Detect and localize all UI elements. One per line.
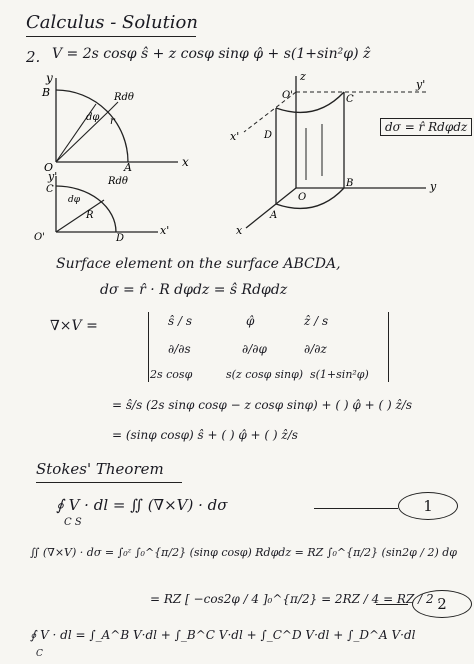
curl-result-2: = (sinφ cosφ) ŝ + ( ) φ̂ + ( ) ẑ/s (112, 428, 298, 442)
fig3-z-label: z (300, 70, 306, 83)
fig3-x1-label: x' (230, 130, 240, 143)
surface-heading: Surface element on the surface ABCDA, (56, 256, 341, 272)
fig3-point-A: A (270, 210, 278, 221)
fig3-point-C: C (346, 94, 354, 105)
fig2-y-label: y' (48, 170, 58, 183)
stokes-eq3-sub: C (36, 649, 43, 659)
det-r1-c3: ẑ / s (304, 314, 329, 328)
eq2-number: 2 (412, 590, 472, 618)
fig2-x-label: x' (160, 224, 170, 237)
eq1-number: 1 (398, 492, 458, 520)
fig1-rdtheta-label: Rdθ (114, 92, 134, 103)
fig3-point-D: D (264, 130, 273, 141)
title-underline (26, 36, 196, 37)
dsigma-equation: dσ = r̂ · R dφdz = ŝ Rdφdz (100, 282, 288, 298)
fig1-y-label: y (46, 72, 53, 85)
fig3-y-label: y (430, 180, 437, 193)
fig3-point-O1: O' (282, 90, 293, 101)
fig3-y1-label: y' (416, 78, 426, 91)
fig2-dphi-label: dφ (68, 195, 81, 205)
eq1-dash (314, 508, 398, 509)
eq2-dash (376, 604, 408, 605)
det-r2-c1: ∂/∂s (168, 342, 191, 356)
fig1-dphi-label: dφ (86, 112, 100, 123)
fig2-point-C: C (46, 184, 54, 195)
det-r2-c2: ∂/∂φ (242, 342, 267, 356)
fig1-x-label: x (182, 155, 189, 169)
stokes-underline (36, 482, 182, 483)
stokes-eq2a: ∬ (∇×V) · dσ = ∫₀ᶻ ∫₀^{π/2} (sinφ cosφ) Rdφdz = RZ ∫₀^{π/2} (sin2φ / 2) dφ (30, 546, 458, 559)
fig1-point-A: A (124, 161, 132, 172)
det-r3-c2: s(z cosφ sinφ) (226, 368, 304, 381)
page-title: Calculus - Solution (26, 12, 198, 33)
fig1-point-B: B (42, 86, 51, 99)
fig2-rdtheta-label: Rdθ (108, 176, 128, 187)
stokes-eq1: ∮ V · dl = ∬ (∇×V) · dσ (56, 496, 228, 514)
det-right-bar (388, 312, 389, 382)
stokes-eq2b: = RZ [ −cos2φ / 4 ]₀^{π/2} = 2RZ / 4 = RZ / 2 . (150, 592, 442, 606)
fig2-point-D: D (116, 233, 125, 242)
curl-lhs: ∇×V = (50, 318, 98, 334)
stokes-eq1-sub: C S (64, 517, 82, 528)
fig3-point-B: B (346, 178, 354, 189)
fig3-point-O: O (298, 192, 307, 203)
stokes-heading: Stokes' Theorem (36, 460, 164, 478)
det-left-bar (148, 312, 149, 382)
dsigma-boxed-label: dσ = r̂ Rdφdz (380, 118, 472, 136)
problem-number: 2. (26, 48, 41, 66)
fig3-x-label: x (236, 224, 243, 237)
det-r2-c3: ∂/∂z (304, 342, 327, 356)
det-r1-c1: ŝ / s (168, 314, 192, 328)
figure-cylinder (226, 68, 466, 238)
fig2-point-O: O' (34, 232, 45, 242)
det-r3-c3: s(1+sin²φ) (310, 368, 369, 381)
figure-quarter-circle (28, 72, 198, 172)
det-r3-c1: 2s cosφ (150, 368, 193, 381)
stokes-eq3: ∮ V · dl = ∫_A^B V·dl + ∫_B^C V·dl + ∫_C^D V·dl + ∫_D^A V·dl (30, 628, 416, 642)
curl-result-1: = ŝ/s (2s sinφ cosφ − z cosφ sinφ) + ( ) φ̂ + ( ) ẑ/s (112, 398, 413, 412)
figure-arc-cd (28, 170, 188, 242)
vector-field-equation: V = 2s cosφ ŝ + z cosφ sinφ φ̂ + s(1+sin²φ) ẑ (52, 46, 371, 62)
fig2-R-label: R (86, 210, 94, 221)
fig1-r-label: r (110, 116, 115, 127)
det-r1-c2: φ̂ (246, 314, 255, 328)
fig1-point-O: O (44, 161, 54, 172)
